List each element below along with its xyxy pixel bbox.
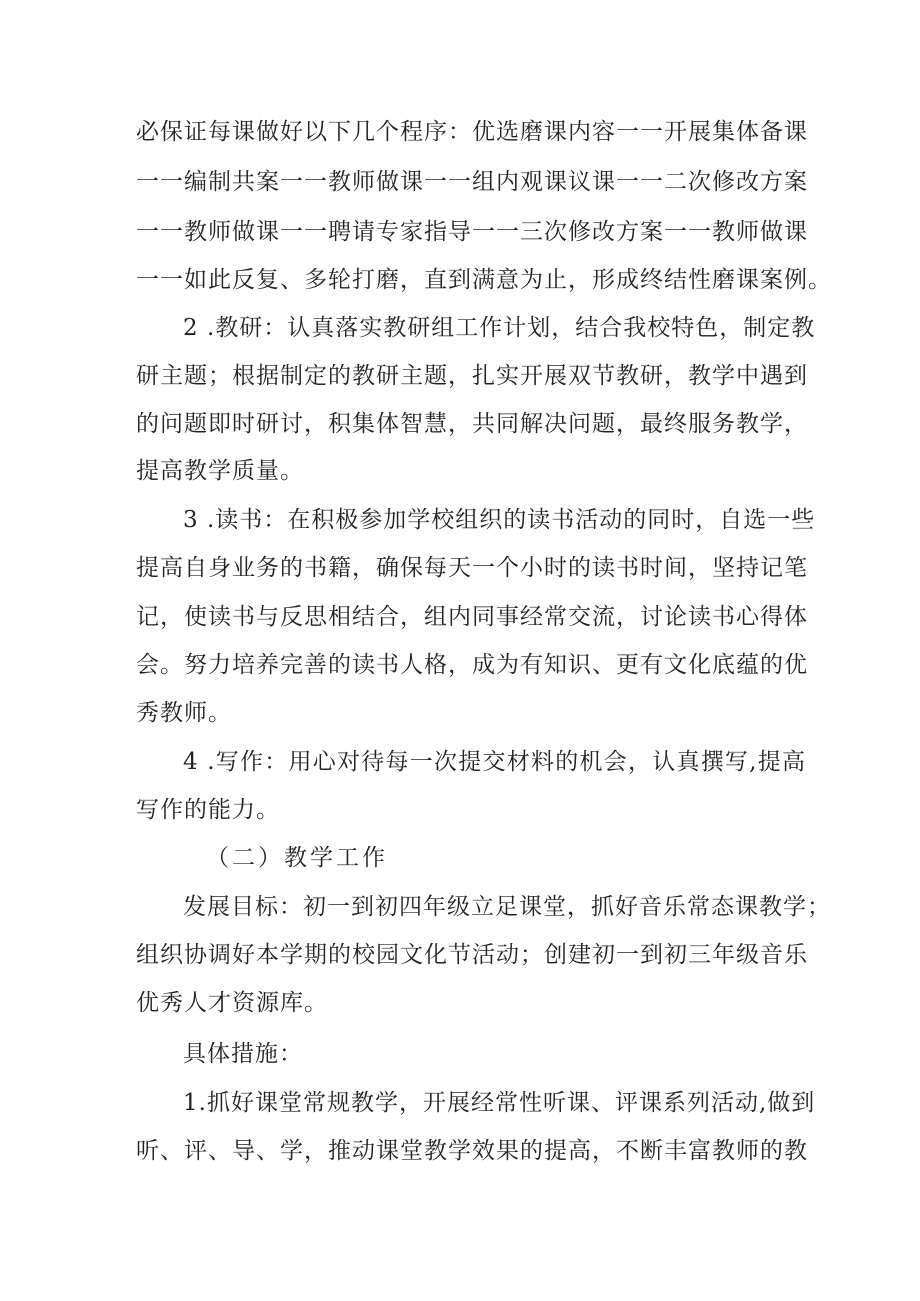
text-line: 提高自身业务的书籍，确保每天一个小时的读书时间，坚持记笔 (136, 555, 808, 581)
text-line: 一一编制共案一一教师做课一一组内观课议课一一二次修改方案 (136, 169, 808, 195)
text-line: 2 .教研：认真落实教研组工作计划，结合我校特色，制定教 (183, 315, 816, 341)
text-line: 组织协调好本学期的校园文化节活动；创建初一到初三年级音乐 (136, 942, 808, 968)
text-line: 一一教师做课一一聘请专家指导一一三次修改方案一一教师做课 (136, 219, 808, 245)
text-line: 发展目标：初一到初四年级立足课堂，抓好音乐常态课教学； (183, 894, 831, 920)
text-line: 必保证每课做好以下几个程序：优选磨课内容一一开展集体备课 (136, 119, 808, 145)
text-line: 秀教师。 (136, 700, 232, 726)
text-line: 会。努力培养完善的读书人格，成为有知识、更有文化底蕴的优 (136, 652, 808, 678)
text-line: 听、评、导、学，推动课堂教学效果的提高，不断丰富教师的教 (136, 1138, 808, 1164)
section-heading: （二）教学工作 (206, 845, 388, 871)
text-line: 优秀人才资源库。 (136, 990, 328, 1016)
text-line: 1.抓好课堂常规教学，开展经常性听课、评课系列活动,做到 (183, 1090, 816, 1116)
text-line: 提高教学质量。 (136, 458, 304, 484)
text-line: 写作的能力。 (136, 797, 280, 823)
text-line: 记，使读书与反思相结合，组内同事经常交流，讨论读书心得体 (136, 604, 808, 630)
text-line: 3 .读书：在积极参加学校组织的读书活动的同时，自选一些 (183, 507, 816, 533)
text-line: 具体措施： (183, 1041, 303, 1067)
text-line: 研主题；根据制定的教研主题，扎实开展双节教研，教学中遇到 (136, 363, 808, 389)
text-line: 的问题即时研讨，积集体智慧，共同解决问题，最终服务教学， (136, 411, 808, 437)
text-line: 一一如此反复、多轮打磨，直到满意为止，形成终结性磨课案例。 (136, 267, 832, 293)
text-line: 4 .写作：用心对待每一次提交材料的机会，认真撰写,提高 (183, 749, 806, 775)
